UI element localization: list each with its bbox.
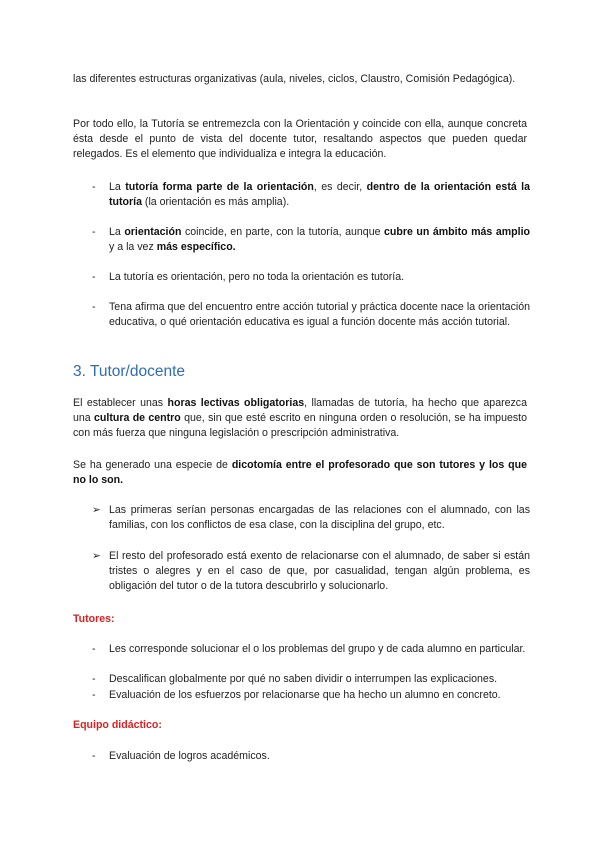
- dash-bullet: -: [92, 181, 96, 193]
- dash-bullet: -: [92, 643, 96, 655]
- dash-bullet: -: [92, 689, 96, 701]
- arrow-bullet-icon: ➢: [92, 504, 101, 516]
- arrow-bullet-icon: ➢: [92, 550, 101, 562]
- dash-bullet: -: [92, 226, 96, 238]
- list-item: - Evaluación de los esfuerzos por relacionarse que ha hecho un alumno en concreto.: [92, 689, 501, 701]
- section-paragraph-1: El establecer unas horas lectivas obligatorias, llamadas de tutoría, ha hecho que aparezca una cultura de centro que, sin que esté escrito en ninguna orden o resolución, se ha impuesto con más fuerza que ninguna legislación o prescripción administrativa.: [73, 397, 527, 439]
- list-item: - La tutoría forma parte de la orientación, es decir, dentro de la orientación está la tutoría (la orientación es más amplia).: [92, 181, 530, 208]
- list-item: - La tutoría es orientación, pero no toda la orientación es tutoría.: [92, 271, 405, 283]
- list-item: - Descalifican globalmente por qué no saben dividir o interrumpen las explicaciones.: [92, 673, 498, 685]
- list-item: - Evaluación de logros académicos.: [92, 750, 270, 762]
- dash-bullet: -: [92, 673, 96, 685]
- tutores-label: Tutores:: [73, 613, 115, 625]
- list-item: ➢ El resto del profesorado está exento de relacionarse con el alumnado, de saber si están tristes o alegres y en el caso de que, por casualidad, tengan algún problema, es obligación del tutor o de la tutora descubrirlo y solucionarlo.: [92, 550, 530, 592]
- intro-paragraph-2: Por todo ello, la Tutoría se entremezcla con la Orientación y coincide con ella, aunque concreta ésta desde el punto de vista del docente tutor, resaltando aspectos que pueden quedar relegados. Es el elemento que individualiza e integra la educación.: [73, 118, 527, 160]
- list-item: - Tena afirma que del encuentro entre acción tutorial y práctica docente nace la orientación educativa, o qué orientación educativa es igual a función docente más acción tutorial.: [92, 301, 530, 328]
- list-item: - Les corresponde solucionar el o los problemas del grupo y de cada alumno en particular.: [92, 643, 526, 655]
- section-heading: 3. Tutor/docente: [73, 363, 186, 380]
- dash-bullet: -: [92, 271, 96, 283]
- dash-bullet: -: [92, 301, 96, 313]
- dash-bullet: -: [92, 750, 96, 762]
- list-item: - La orientación coincide, en parte, con la tutoría, aunque cubre un ámbito más amplio y a la vez más específico.: [92, 226, 530, 253]
- equipo-label: Equipo didáctico:: [73, 719, 162, 731]
- intro-paragraph-1: las diferentes estructuras organizativas (aula, niveles, ciclos, Claustro, Comisión Pedagógica).: [73, 73, 516, 85]
- list-item: ➢ Las primeras serían personas encargadas de las relaciones con el alumnado, con las familias, con los conflictos de esa clase, con la disciplina del grupo, etc.: [92, 504, 530, 531]
- section-paragraph-2: Se ha generado una especie de dicotomía entre el profesorado que son tutores y los que no lo son.: [73, 459, 527, 486]
